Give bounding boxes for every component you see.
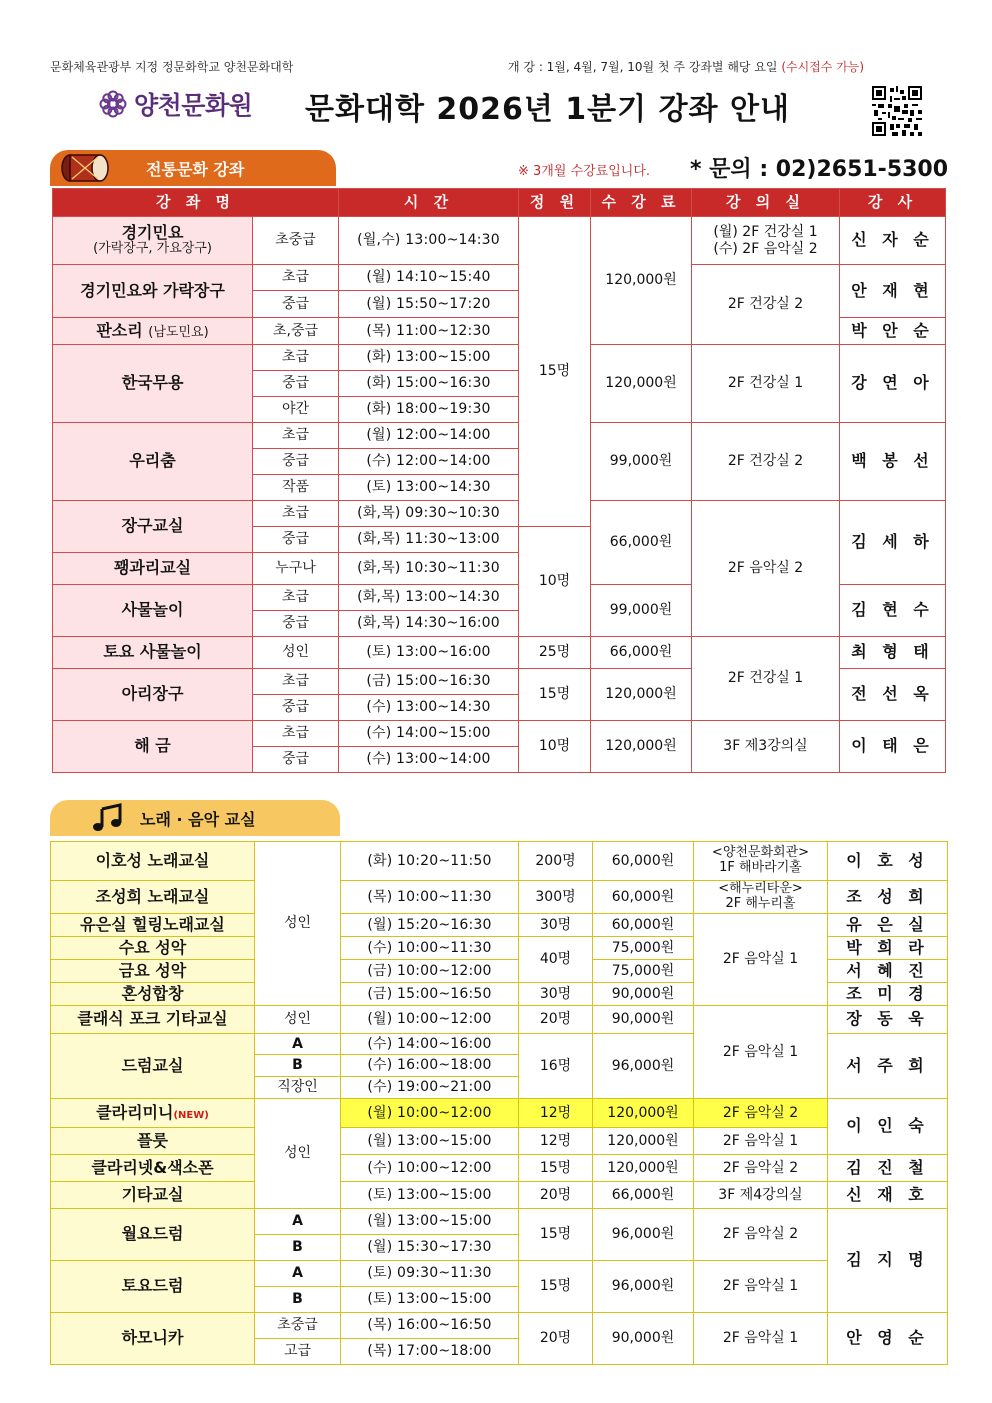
course-level: 중급 — [253, 695, 339, 721]
course-level: 직장인 — [255, 1077, 341, 1099]
course-time: (화) 13:00~15:00 — [339, 345, 519, 371]
course-level: A — [255, 1261, 341, 1287]
course-fee: 66,000원 — [591, 501, 692, 585]
fee-note: ※ 3개월 수강료입니다. — [518, 164, 651, 179]
course-time: (수) 14:00~16:00 — [341, 1034, 519, 1055]
course-room: 2F 음악실 1 — [694, 1261, 828, 1313]
course-time: (화) 15:00~16:30 — [339, 371, 519, 397]
music-section-title: 노래 · 음악 교실 — [140, 809, 256, 829]
table-row — [51, 842, 948, 881]
course-room: 2F 건강실 1 — [692, 345, 840, 423]
course-level: 야간 — [253, 397, 339, 423]
course-capacity: 40명 — [519, 937, 593, 983]
course-fee: 66,000원 — [591, 637, 692, 669]
course-fee: 66,000원 — [593, 1182, 694, 1209]
course-teacher: 안 재 현 — [840, 265, 946, 318]
course-name: 유은실 힐링노래교실 — [51, 914, 255, 937]
course-time: (수) 16:00~18:00 — [341, 1055, 519, 1077]
course-fee: 90,000원 — [593, 1313, 694, 1365]
course-name: 경기민요와 가락장구 — [53, 265, 253, 318]
course-level: 성인 — [253, 637, 339, 669]
course-time: (월) 15:30~17:30 — [341, 1235, 519, 1261]
course-name: 한국무용 — [53, 345, 253, 423]
course-level: B — [255, 1055, 341, 1077]
course-fee: 96,000원 — [593, 1034, 694, 1099]
course-teacher: 김 지 명 — [828, 1209, 948, 1313]
course-room: 2F 건강실 2 — [692, 265, 840, 345]
course-fee: 75,000원 — [593, 937, 694, 960]
course-name: 해 금 — [53, 721, 253, 773]
course-time: (월,수) 13:00~14:30 — [339, 217, 519, 265]
course-fee: 120,000원 — [591, 217, 692, 345]
course-time: (목) 10:00~11:30 — [341, 881, 519, 914]
course-time: (화) 10:20~11:50 — [341, 842, 519, 881]
course-fee: 60,000원 — [593, 842, 694, 881]
course-time: (화,목) 09:30~10:30 — [339, 501, 519, 527]
course-teacher: 백 봉 선 — [840, 423, 946, 501]
header-capacity: 정 원 — [519, 189, 591, 217]
course-room: 2F 음악실 1 — [694, 1128, 828, 1155]
table-row — [51, 1313, 948, 1339]
course-room: 2F 음악실 1 — [694, 1313, 828, 1365]
course-name: 우리춤 — [53, 423, 253, 501]
course-room: 2F 음악실 2 — [694, 1099, 828, 1128]
course-fee: 90,000원 — [593, 1006, 694, 1034]
course-level: 성인 — [255, 1006, 341, 1034]
course-level: 초급 — [253, 721, 339, 747]
course-teacher: 김 진 철 — [828, 1155, 948, 1182]
course-time: (화,목) 10:30~11:30 — [339, 553, 519, 585]
course-subtitle: (남도민요) — [148, 324, 209, 340]
course-name: 꽹과리교실 — [53, 553, 253, 585]
course-time: (월) 15:50~17:20 — [339, 291, 519, 318]
course-level: 초급 — [253, 265, 339, 291]
table-row — [51, 1099, 948, 1128]
course-capacity: 20명 — [519, 1006, 593, 1034]
course-name: 클라리넷&색소폰 — [51, 1155, 255, 1182]
course-fee: 60,000원 — [593, 914, 694, 937]
contact-phone[interactable]: * 문의 : 02)2651-5300 — [690, 157, 949, 182]
course-level: A — [255, 1209, 341, 1235]
course-time: (월) 13:00~15:00 — [341, 1209, 519, 1235]
course-subtitle: (가락장구, 가요장구) — [93, 241, 212, 257]
table-row — [51, 1006, 948, 1034]
header-time: 시 간 — [339, 189, 519, 217]
course-name: 판소리 (남도민요) — [53, 318, 253, 345]
course-capacity: 15명 — [519, 217, 591, 527]
course-time: (금) 10:00~12:00 — [341, 960, 519, 983]
course-room: 2F 건강실 2 — [692, 423, 840, 501]
course-name: 기타교실 — [51, 1182, 255, 1209]
course-fee: 120,000원 — [591, 345, 692, 423]
course-teacher: 이 태 은 — [840, 721, 946, 773]
course-level: 누구나 — [253, 553, 339, 585]
course-fee: 96,000원 — [593, 1209, 694, 1261]
course-capacity: 16명 — [519, 1034, 593, 1099]
course-fee: 99,000원 — [591, 585, 692, 637]
course-level: 성인 — [255, 1099, 341, 1209]
course-time: (월) 13:00~15:00 — [341, 1128, 519, 1155]
table-row — [53, 501, 946, 527]
course-name: 플룻 — [51, 1128, 255, 1155]
course-level: 초급 — [253, 585, 339, 611]
header-room: 강 의 실 — [692, 189, 840, 217]
course-time: (화,목) 11:30~13:00 — [339, 527, 519, 553]
course-fee: 75,000원 — [593, 960, 694, 983]
course-time: (목) 11:00~12:30 — [339, 318, 519, 345]
schedule-note: 개 강 : 1월, 4월, 7월, 10월 첫 주 강좌별 해당 요일 — [508, 60, 778, 74]
course-time: (월) 12:00~14:00 — [339, 423, 519, 449]
course-capacity: 15명 — [519, 669, 591, 721]
org-logo — [98, 86, 252, 122]
course-name: 토요 사물놀이 — [53, 637, 253, 669]
qr-code-icon[interactable] — [872, 86, 922, 136]
course-level: B — [255, 1235, 341, 1261]
course-level: 초급 — [253, 345, 339, 371]
course-teacher: 유 은 실 — [828, 914, 948, 937]
table-row — [51, 1128, 948, 1155]
table-row — [51, 881, 948, 914]
course-level: 중급 — [253, 291, 339, 318]
table-row — [53, 721, 946, 747]
course-room: 2F 음악실 2 — [694, 1209, 828, 1261]
course-level: 중급 — [253, 527, 339, 553]
course-level: 중급 — [253, 747, 339, 773]
course-name: 사물놀이 — [53, 585, 253, 637]
course-room: 2F 음악실 1 — [694, 1006, 828, 1099]
course-level: 초중급 — [253, 217, 339, 265]
header-teacher: 강 사 — [840, 189, 946, 217]
course-time: (월) 10:00~12:00 — [341, 1099, 519, 1128]
course-name: 드럼교실 — [51, 1034, 255, 1099]
course-level: 작품 — [253, 475, 339, 501]
course-room: 2F 음악실 1 — [694, 914, 828, 1006]
course-teacher: 서 혜 진 — [828, 960, 948, 983]
course-room: 2F 음악실 2 — [692, 501, 840, 637]
course-teacher: 김 현 수 — [840, 585, 946, 637]
course-teacher: 안 영 순 — [828, 1313, 948, 1365]
course-name: 경기민요 (가락장구, 가요장구) — [53, 217, 253, 265]
table-row — [51, 1155, 948, 1182]
course-time: (토) 13:00~15:00 — [341, 1287, 519, 1313]
course-teacher: 이 인 숙 — [828, 1099, 948, 1155]
course-name: 월요드럼 — [51, 1209, 255, 1261]
rolling-admission-note: (수시접수 가능) — [781, 60, 865, 74]
course-level: A — [255, 1034, 341, 1055]
course-capacity: 12명 — [519, 1128, 593, 1155]
course-teacher: 조 성 희 — [828, 881, 948, 914]
header-fee: 수 강 료 — [591, 189, 692, 217]
course-time: (목) 16:00~16:50 — [341, 1313, 519, 1339]
course-fee: 120,000원 — [591, 721, 692, 773]
course-teacher: 전 선 옥 — [840, 669, 946, 721]
course-level: 고급 — [255, 1339, 341, 1365]
course-capacity: 10명 — [519, 527, 591, 637]
course-teacher: 신 재 호 — [828, 1182, 948, 1209]
table-row — [53, 423, 946, 449]
course-capacity: 20명 — [519, 1313, 593, 1365]
course-level: 초급 — [253, 423, 339, 449]
course-teacher: 서 주 희 — [828, 1034, 948, 1099]
course-teacher: 신 자 순 — [840, 217, 946, 265]
traditional-section-title: 전통문화 강좌 — [146, 159, 245, 179]
course-capacity: 30명 — [519, 983, 593, 1006]
new-badge: (NEW) — [173, 1109, 209, 1121]
course-level: 성인 — [255, 842, 341, 1006]
course-teacher: 장 동 욱 — [828, 1006, 948, 1034]
course-time: (토) 09:30~11:30 — [341, 1261, 519, 1287]
course-level: 중급 — [253, 449, 339, 475]
course-fee: 90,000원 — [593, 983, 694, 1006]
course-teacher: 조 미 경 — [828, 983, 948, 1006]
course-fee: 60,000원 — [593, 881, 694, 914]
course-time: (수) 14:00~15:00 — [339, 721, 519, 747]
course-name: 금요 성악 — [51, 960, 255, 983]
table-row — [51, 1209, 948, 1235]
course-name: 토요드럼 — [51, 1261, 255, 1313]
course-time: (금) 15:00~16:30 — [339, 669, 519, 695]
flower-logo-icon — [98, 89, 128, 119]
course-time: (수) 13:00~14:30 — [339, 695, 519, 721]
course-time: (월) 10:00~12:00 — [341, 1006, 519, 1034]
music-course-table — [50, 841, 948, 1365]
course-teacher: 강 연 아 — [840, 345, 946, 423]
course-time: (수) 12:00~14:00 — [339, 449, 519, 475]
course-level: 초,중급 — [253, 318, 339, 345]
course-capacity: 10명 — [519, 721, 591, 773]
course-teacher: 박 안 순 — [840, 318, 946, 345]
course-time: (수) 10:00~11:30 — [341, 937, 519, 960]
course-fee: 120,000원 — [593, 1128, 694, 1155]
course-name: 클래식 포크 기타교실 — [51, 1006, 255, 1034]
table-row — [51, 1182, 948, 1209]
course-level: 초급 — [253, 669, 339, 695]
course-fee: 96,000원 — [593, 1261, 694, 1313]
course-room: 2F 음악실 2 — [694, 1155, 828, 1182]
course-time: (화) 18:00~19:30 — [339, 397, 519, 423]
course-time: (수) 10:00~12:00 — [341, 1155, 519, 1182]
drum-icon — [58, 152, 118, 184]
course-room: 3F 제4강의실 — [694, 1182, 828, 1209]
course-time: (월) 15:20~16:30 — [341, 914, 519, 937]
table-row — [53, 345, 946, 371]
course-room: 2F 건강실 1 — [692, 637, 840, 721]
course-time: (월) 14:10~15:40 — [339, 265, 519, 291]
course-time: (금) 15:00~16:50 — [341, 983, 519, 1006]
course-name: 장구교실 — [53, 501, 253, 553]
course-capacity: 300명 — [519, 881, 593, 914]
course-name: 이호성 노래교실 — [51, 842, 255, 881]
course-fee: 120,000원 — [593, 1099, 694, 1128]
music-section-banner — [50, 800, 340, 836]
course-name: 아리장구 — [53, 669, 253, 721]
table-row — [51, 914, 948, 937]
course-capacity: 25명 — [519, 637, 591, 669]
course-level: 초중급 — [255, 1313, 341, 1339]
course-room: <해누리타운> 2F 해누리홀 — [694, 881, 828, 914]
course-time: (화,목) 13:00~14:30 — [339, 585, 519, 611]
course-time: (토) 13:00~15:00 — [341, 1182, 519, 1209]
course-fee: 120,000원 — [591, 669, 692, 721]
course-room: (월) 2F 건강실 1 (수) 2F 음악실 2 — [692, 217, 840, 265]
table-row — [53, 265, 946, 291]
course-name: 하모니카 — [51, 1313, 255, 1365]
course-teacher: 김 세 하 — [840, 501, 946, 585]
course-room: <양천문화회관> 1F 해바라기홀 — [694, 842, 828, 881]
header-right-note — [508, 58, 864, 75]
course-capacity: 15명 — [519, 1155, 593, 1182]
course-level: B — [255, 1287, 341, 1313]
course-capacity: 30명 — [519, 914, 593, 937]
header-left-note: 문화체육관광부 지정 정문화학교 양천문화대학 — [50, 60, 294, 74]
course-room: 3F 제3강의실 — [692, 721, 840, 773]
course-fee: 99,000원 — [591, 423, 692, 501]
course-teacher: 박 희 라 — [828, 937, 948, 960]
page-title: 문화대학 2026년 1분기 강좌 안내 — [305, 92, 790, 127]
org-name: 양천문화원 — [134, 91, 253, 120]
course-capacity: 20명 — [519, 1182, 593, 1209]
course-name: 혼성합창 — [51, 983, 255, 1006]
course-capacity: 15명 — [519, 1209, 593, 1261]
course-level: 중급 — [253, 371, 339, 397]
course-teacher: 이 호 성 — [828, 842, 948, 881]
table-header-row — [53, 189, 946, 217]
header-course-name: 강 좌 명 — [53, 189, 339, 217]
course-name: 수요 성악 — [51, 937, 255, 960]
table-row — [53, 637, 946, 669]
course-time: (화,목) 14:30~16:00 — [339, 611, 519, 637]
table-row — [51, 1261, 948, 1287]
course-time: (토) 13:00~14:30 — [339, 475, 519, 501]
course-level: 중급 — [253, 611, 339, 637]
course-capacity: 200명 — [519, 842, 593, 881]
music-note-icon — [92, 803, 126, 833]
table-row — [53, 217, 946, 265]
traditional-section-banner — [50, 150, 336, 186]
course-level: 초급 — [253, 501, 339, 527]
course-time: (수) 13:00~14:00 — [339, 747, 519, 773]
course-capacity: 12명 — [519, 1099, 593, 1128]
traditional-course-table — [52, 188, 946, 773]
course-name: 조성희 노래교실 — [51, 881, 255, 914]
course-time: (토) 13:00~16:00 — [339, 637, 519, 669]
course-time: (수) 19:00~21:00 — [341, 1077, 519, 1099]
course-name: 클라리미니(NEW) — [51, 1099, 255, 1128]
course-fee: 120,000원 — [593, 1155, 694, 1182]
course-capacity: 15명 — [519, 1261, 593, 1313]
course-time: (목) 17:00~18:00 — [341, 1339, 519, 1365]
course-teacher: 최 형 태 — [840, 637, 946, 669]
